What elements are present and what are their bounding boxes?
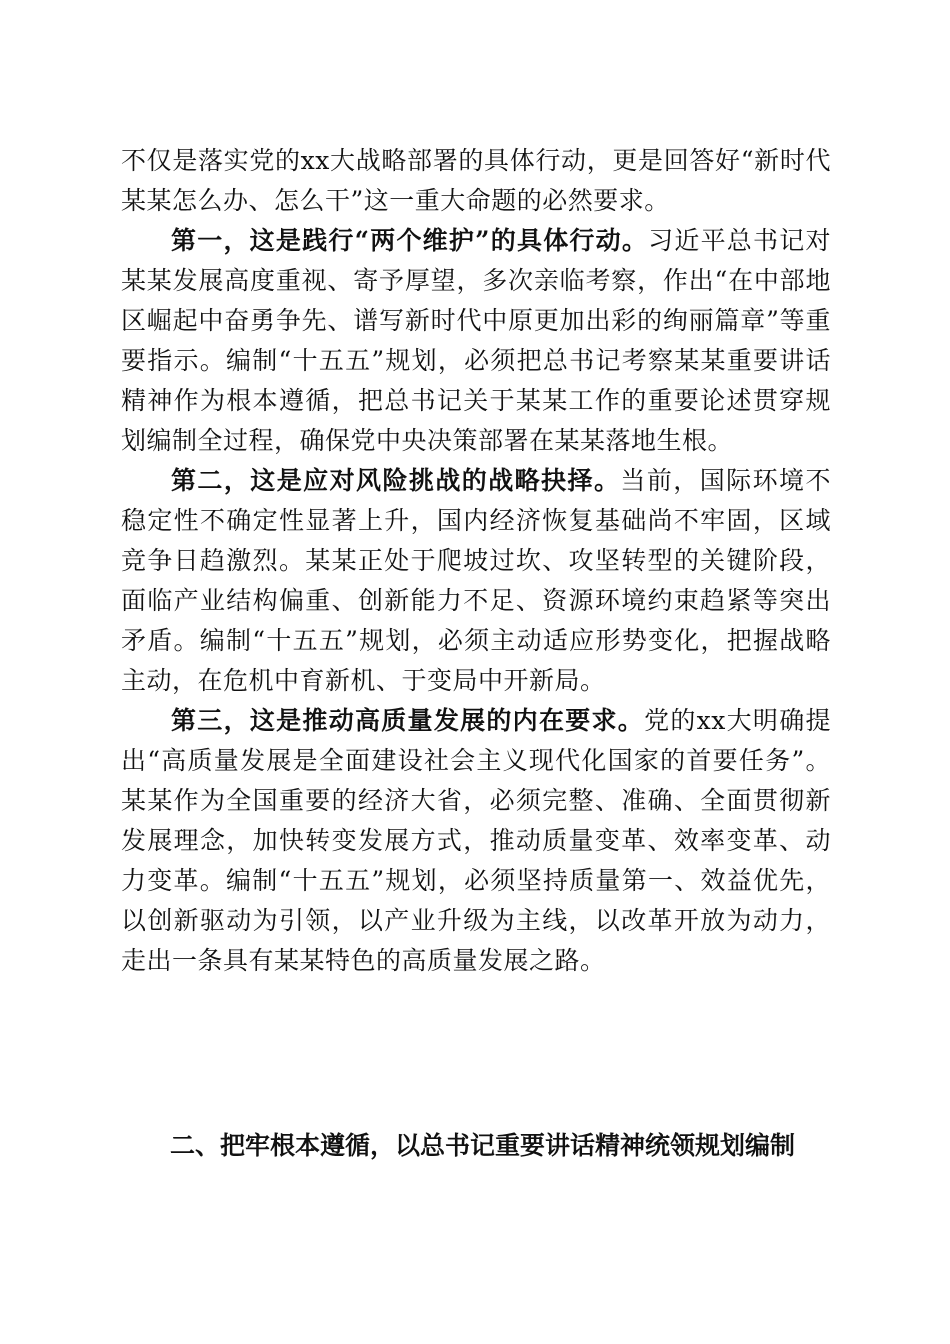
paragraph-3-lead: 第三，这是推动高质量发展的内在要求。 — [171, 706, 645, 735]
paragraph-0: 不仅是落实党的xx大战略部署的具体行动，更是回答好“新时代某某怎么办、怎么干”这一重大命题的必然要求。 — [121, 146, 831, 215]
paragraph-2-body: 当前，国际环境不稳定性不确定性显著上升，国内经济恢复基础尚不牢固，区域竞争日趋激烈。某某正处于爬坡过坎、攻坚转型的关键阶段，面临产业结构偏重、创新能力不足、资源环境约束趋紧等突出矛盾。编制“十五五”规划，必须主动适应形势变化，把握战略主动，在危机中育新机、于变局中开新局。 — [121, 466, 831, 695]
document-body — [121, 141, 831, 981]
paragraph-1 — [121, 221, 831, 461]
paragraph-1-lead: 第一，这是践行“两个维护”的具体行动。 — [171, 226, 649, 255]
paragraph-3-body: 党的xx大明确提出“高质量发展是全面建设社会主义现代化国家的首要任务”。某某作为全国重要的经济大省，必须完整、准确、全面贯彻新发展理念，加快转变发展方式，推动质量变革、效率变革、动力变革。编制“十五五”规划，必须坚持质量第一、效益优先，以创新驱动为引领，以产业升级为主线，以改革开放为动力，走出一条具有某某特色的高质量发展之路。 — [121, 706, 831, 975]
paragraph-1-body: 习近平总书记对某某发展高度重视、寄予厚望，多次亲临考察，作出“在中部地区崛起中奋勇争先、谱写新时代中原更加出彩的绚丽篇章”等重要指示。编制“十五五”规划，必须把总书记考察某某重要讲话精神作为根本遵循，把总书记关于某某工作的重要论述贯穿规划编制全过程，确保党中央决策部署在某某落地生根。 — [121, 226, 831, 455]
paragraph-2 — [121, 461, 831, 701]
paragraph-2-lead: 第二，这是应对风险挑战的战略抉择。 — [171, 466, 621, 495]
section-heading: 二、把牢根本遵循，以总书记重要讲话精神统领规划编制 — [170, 1131, 796, 1160]
paragraph-3 — [121, 701, 831, 981]
